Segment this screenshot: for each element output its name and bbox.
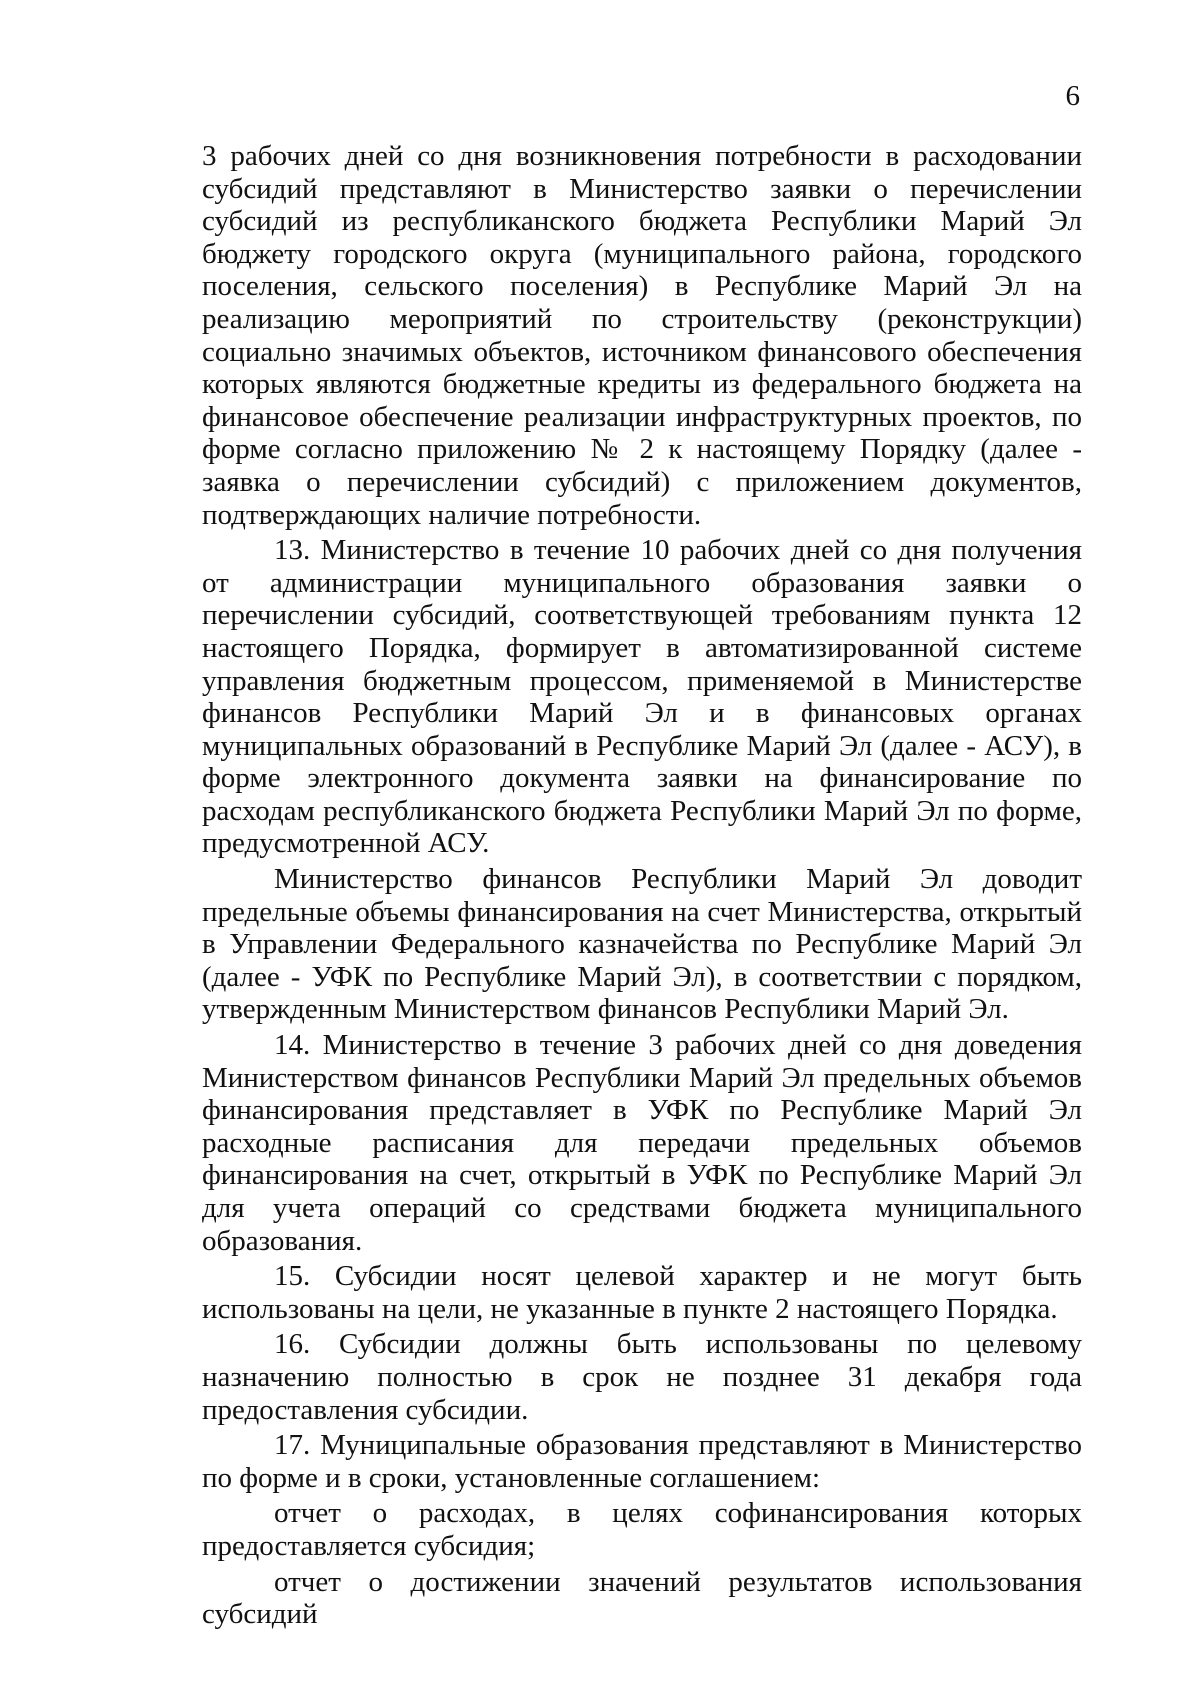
paragraph-item-13: 13. Министерство в течение 10 рабочих дней со дня получения от администрации муниципального образования заявки о перечислении субсидий, соответствующей требованиям пункта 12 настоящего Порядка, формирует в автоматизированной системе управления бюджетным процессом, применяемой в Министерстве финансов Республики Марий Эл и в финансовых органах муниципальных образований в Республике Марий Эл (далее - АСУ), в форме электронного документа заявки на финансирование по расходам республиканского бюджета Республики Марий Эл по форме, предусмотренной АСУ. — [202, 534, 1082, 860]
paragraph-ministry-of-finance: Министерство финансов Республики Марий Эл доводит предельные объемы финансирования на счет Министерства, открытый в Управлении Федерального казначейства по Республике Марий Эл (далее - УФК по Республике Марий Эл), в соответствии с порядком, утвержденным Министерством финансов Республики Марий Эл. — [202, 863, 1082, 1026]
paragraph-item-16: 16. Субсидии должны быть использованы по целевому назначению полностью в срок не позднее 31 декабря года предоставления субсидии. — [202, 1328, 1082, 1426]
document-body — [202, 140, 1082, 1631]
paragraph-item-15: 15. Субсидии носят целевой характер и не могут быть использованы на цели, не указанные в пункте 2 настоящего Порядка. — [202, 1260, 1082, 1325]
paragraph-expense-report: отчет о расходах, в целях софинансирования которых предоставляется субсидия; — [202, 1497, 1082, 1562]
paragraph-results-report: отчет о достижении значений результатов использования субсидий — [202, 1565, 1082, 1631]
paragraph-continuation: 3 рабочих дней со дня возникновения потребности в расходовании субсидий представляют в Министерство заявки о перечислении субсидий из республиканского бюджета Республики Марий Эл бюджету городского округа (муниципального района, городского поселения, сельского поселения) в Республике Марий Эл на реализацию мероприятий по строительству (реконструкции) социально значимых объектов, источником финансового обеспечения которых являются бюджетные кредиты из федерального бюджета на финансовое обеспечение реализации инфраструктурных проектов, по форме согласно приложению № 2 к настоящему Порядку (далее - заявка о перечислении субсидий) с приложением документов, подтверждающих наличие потребности. — [202, 140, 1082, 531]
paragraph-item-17: 17. Муниципальные образования представляют в Министерство по форме и в сроки, установленные соглашением: — [202, 1429, 1082, 1494]
page-number: 6 — [1065, 80, 1080, 112]
paragraph-item-14: 14. Министерство в течение 3 рабочих дней со дня доведения Министерством финансов Республики Марий Эл предельных объемов финансирования представляет в УФК по Республике Марий Эл расходные расписания для передачи предельных объемов финансирования на счет, открытый в УФК по Республике Марий Эл для учета операций со средствами бюджета муниципального образования. — [202, 1029, 1082, 1257]
